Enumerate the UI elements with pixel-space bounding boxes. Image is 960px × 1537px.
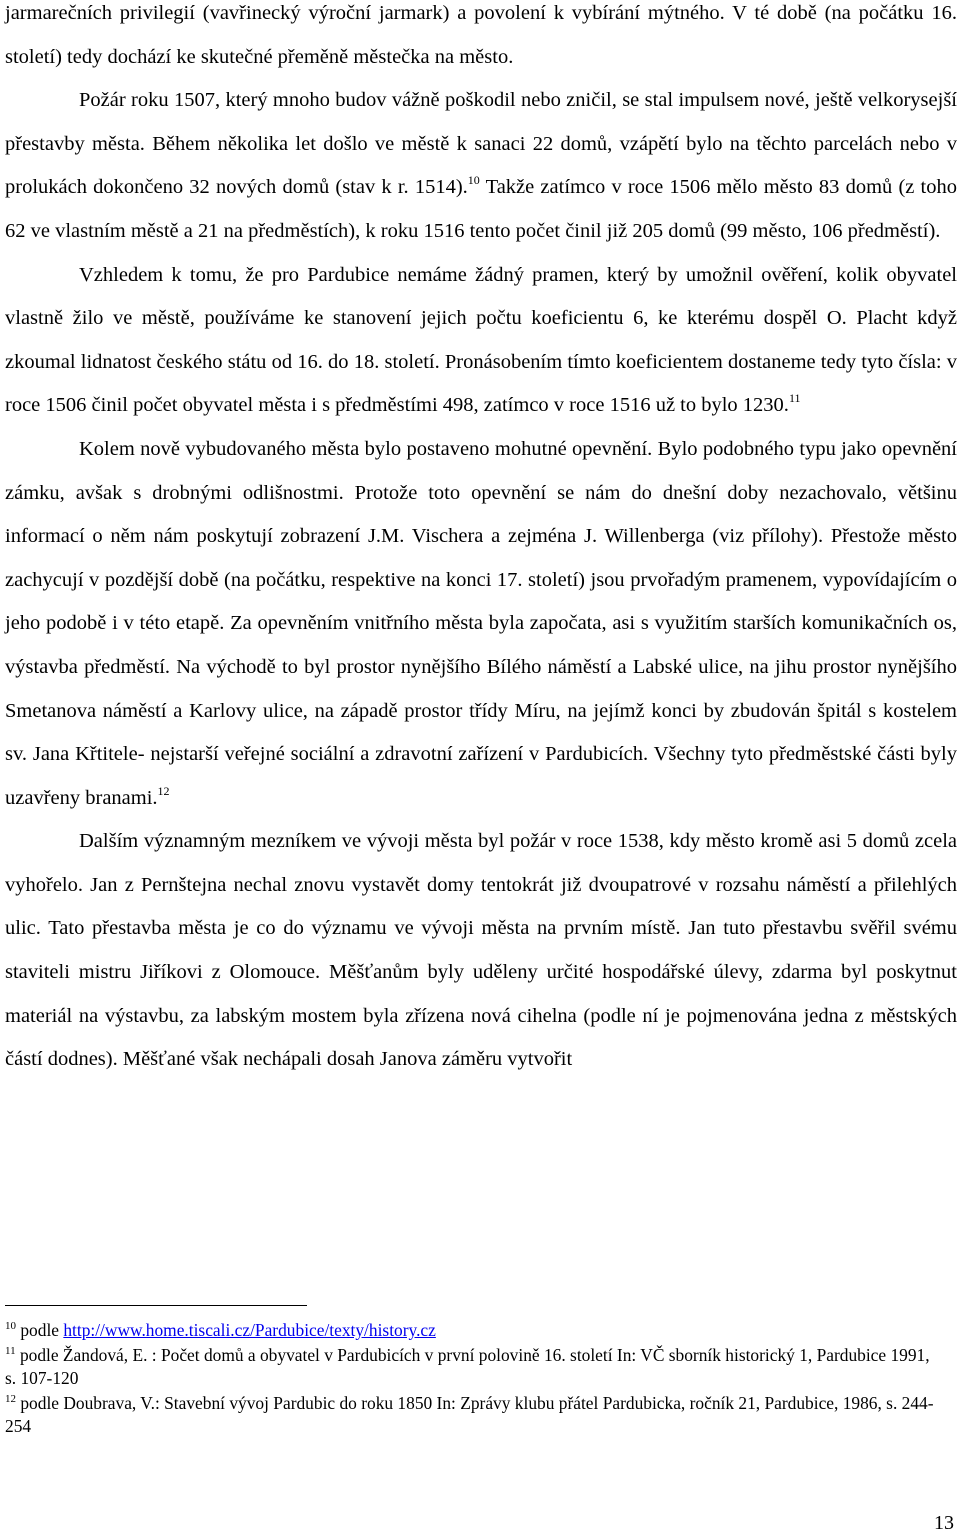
footnote-number: 11	[5, 1344, 16, 1357]
footnote-number: 12	[5, 1392, 16, 1405]
paragraph	[5, 79, 957, 253]
paragraph	[5, 254, 957, 428]
footnote-separator	[5, 1305, 307, 1306]
footnote-text: podle Doubrava, V.: Stavební vývoj Pardubic do roku 1850 In: Zprávy klubu přátel Pardubicka, ročník 21, Pardubice, 1986, s. 244- 254	[5, 1392, 934, 1436]
footnote	[5, 1392, 945, 1439]
paragraph	[5, 0, 957, 79]
footnote-number: 10	[5, 1320, 16, 1332]
footnote-reference: 10	[467, 173, 480, 188]
body-text	[5, 0, 957, 1082]
paragraph-text: Dalším významným mezníkem ve vývoji města byl požár v roce 1538, kdy město kromě asi 5 domů zcela vyhořelo. Jan z Pernštejna nechal znovu vystavět domy tentokrát již dvoupatrové v rozsahu náměstí a přilehlých ulic. Tato přestavba města je co do významu ve vývoji města na prvním místě. Jan tuto přestavbu svěřil svému staviteli mistru Jiříkovi z Olomouce. Měšťanům byly uděleny určité hospodářské úlevy, zdarma byl poskytnut materiál na výstavbu, za labským mostem byla zřízena nová cihelna (podle ní je pojmenována jedna z městských částí dodnes). Měšťané však nechápali dosah Janova záměru vytvořit	[5, 830, 957, 1071]
footnote-link[interactable]: http://www.home.tiscali.cz/Pardubice/texty/history.cz	[63, 1320, 436, 1340]
footnote-text: podle	[20, 1320, 64, 1340]
footnote	[5, 1319, 945, 1343]
page-number: 13	[934, 1512, 954, 1534]
paragraph-text: Vzhledem k tomu, že pro Pardubice nemáme žádný pramen, který by umožnil ověření, kolik obyvatel vlastně žilo ve městě, používáme ke stanovení jejich počtu koeficientu 6, ke kterému dospěl O. Placht když zkoumal lidnatost českého státu od 16. do 18. století. Pronásobením tímto koeficientem dostaneme tedy tyto čísla: v roce 1506 činil počet obyvatel města i s předměstími 498, zatímco v roce 1516 už to bylo 1230.	[5, 263, 957, 417]
paragraph	[5, 820, 957, 1082]
paragraph-text: jarmarečních privilegií (vavřinecký výroční jarmark) a povolení k vybírání mýtného. V té době (na počátku 16. století) tedy dochází ke skutečné přeměně městečka na město.	[5, 2, 957, 68]
paragraph-text: Požár roku 1507, který mnoho budov vážně poškodil nebo zničil, se stal impulsem nové, ještě velkorysejší přestavby města. Během několika let došlo ve městě k sanaci 22 domů, vzápětí bylo na těchto parcelách nebo v prolukách dokončeno 32 nových domů (stav k r. 1514).	[5, 89, 957, 199]
paragraph-text: Kolem nově vybudovaného města bylo postaveno mohutné opevnění. Bylo podobného typu jako opevnění zámku, avšak s drobnými odlišnostmi. Protože toto opevnění se nám do dnešní doby nezachovalo, většinu informací o něm nám poskytují zobrazení J.M. Vischera a zejména J. Willenberga (viz přílohy). Přestože město zachycují v pozdější době (na počátku, respektive na konci 17. století) jsou prvořadým pramenem, vypovídajícím o jeho podobě i v této etapě. Za opevněním vnitřního města byla započata, asi s využitím starších komunikačních os, výstavba předměstí. Na východě to byl prostor nynějšího Bílého náměstí a Labské ulice, na jihu prostor nynějšího Smetanova náměstí a Karlovy ulice, na západě prostor třídy Míru, na jejímž konci by zbudován špitál s kostelem sv. Jana Křtitele- nejstarší veřejné sociální a zdravotní zařízení v Pardubicích. Všechny tyto předměstské části byly uzavřeny branami.	[5, 437, 957, 809]
footnote-reference: 11	[788, 391, 801, 406]
paragraph	[5, 428, 957, 820]
footnote-text: podle Žandová, E. : Počet domů a obyvatel v Pardubicích v první polovině 16. století In: VČ sborník historický 1, Pardubice 1991, s. 107-120	[5, 1344, 930, 1388]
footnotes	[5, 1319, 945, 1440]
paragraph-text: Takže zatímco v roce 1506 mělo město 83 domů (z toho 62 ve vlastním městě a 21 na předměstích), k roku 1516 tento počet činil již 205 domů (99 město, 106 předměstí).	[5, 176, 957, 242]
footnote-reference: 12	[157, 783, 170, 798]
footnote	[5, 1344, 945, 1391]
